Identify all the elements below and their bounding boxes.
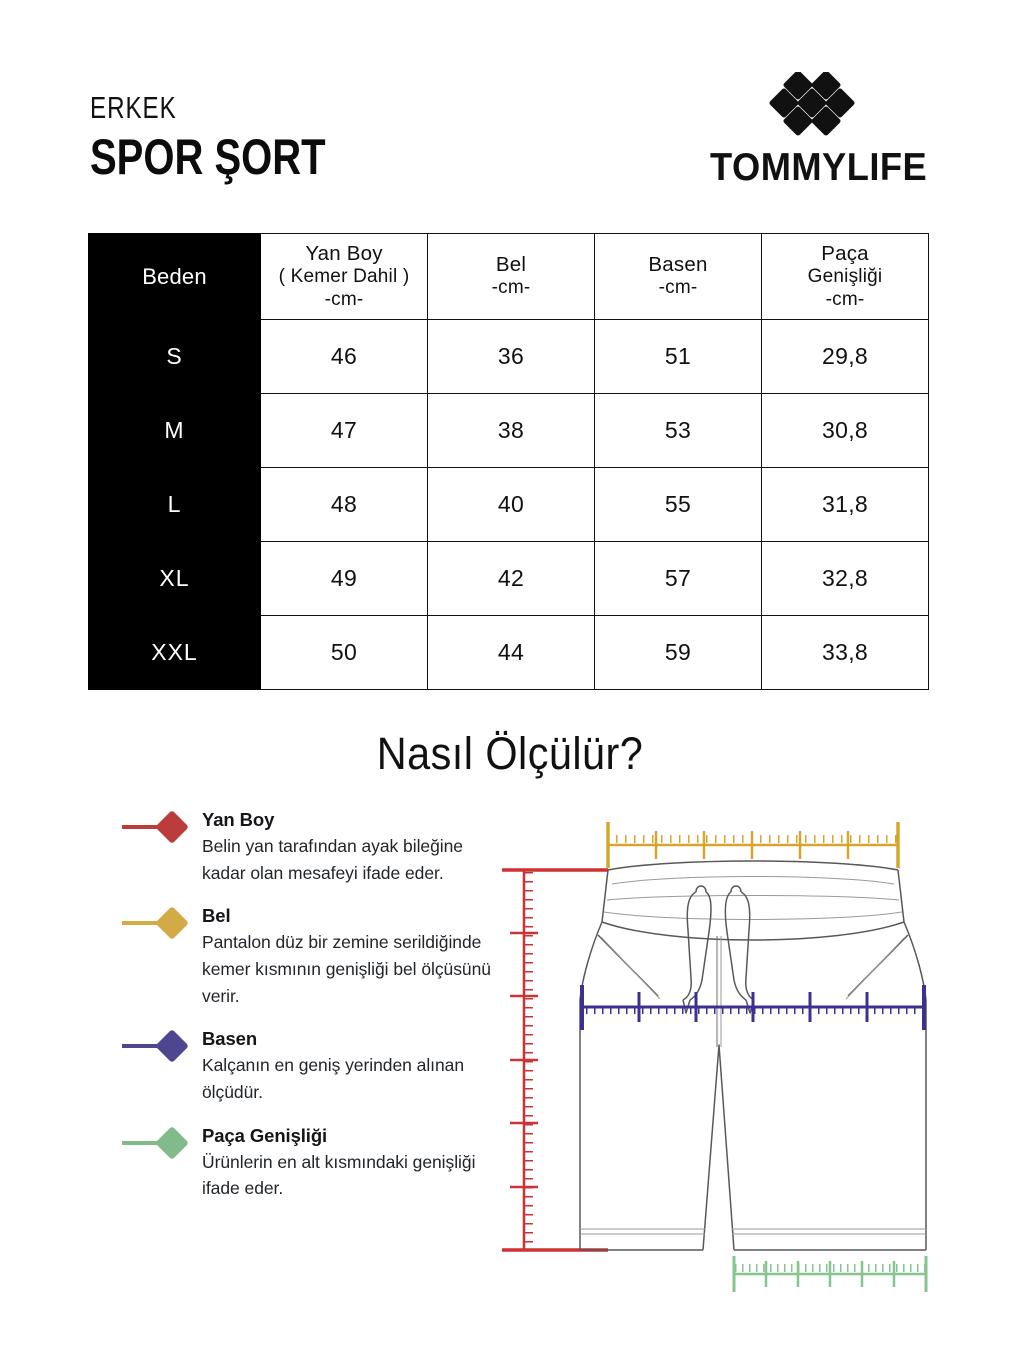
paca-genisligi-ruler [734, 1256, 926, 1292]
legend-name: Yan Boy [202, 809, 275, 830]
legend-item-paca-genisligi [122, 1124, 492, 1202]
cell-size: S [89, 320, 261, 394]
table-body [89, 320, 929, 690]
cell-bel: 44 [428, 616, 595, 690]
cell-bel: 42 [428, 542, 595, 616]
legend-name: Paça Genişliği [202, 1124, 328, 1146]
cell-yan-boy: 47 [261, 394, 428, 468]
green-diamond-marker-icon [122, 1126, 192, 1160]
cell-size: L [89, 468, 261, 542]
table-header-paca-genisligi [762, 234, 929, 320]
legend-description: Kalçanın en geniş yerinden alınan ölçüdür. [202, 1055, 465, 1102]
gold-diamond-marker-icon [122, 906, 192, 940]
size-table [88, 233, 929, 690]
cell-bel: 36 [428, 320, 595, 394]
header-line-1: Basen [648, 253, 708, 277]
purple-diamond-marker-icon [122, 1029, 192, 1063]
legend-name: Basen [202, 1028, 258, 1050]
cell-yan-boy: 46 [261, 320, 428, 394]
table-header-yan-boy [261, 234, 428, 320]
cell-size: XL [89, 542, 261, 616]
legend-description: Pantalon düz bir zemine serildiğinde kemer kısmının genişliği bel ölçüsünü verir. [202, 932, 491, 1006]
cell-paca: 29,8 [762, 320, 929, 394]
table-header-bel [428, 234, 595, 320]
cell-paca: 30,8 [762, 394, 929, 468]
brand-wordmark: TOMMYLIFE [710, 146, 928, 189]
basen-ruler [582, 985, 924, 1030]
cell-basen: 59 [595, 616, 762, 690]
cell-basen: 53 [595, 394, 762, 468]
cell-yan-boy: 49 [261, 542, 428, 616]
category-kicker: ERKEK [90, 90, 177, 125]
cell-paca: 32,8 [762, 542, 929, 616]
header-line-3: -cm- [658, 277, 698, 299]
header-line-2: ( Kemer Dahil ) [278, 266, 410, 288]
cell-paca: 33,8 [762, 616, 929, 690]
table-header-row [89, 234, 929, 320]
legend-description: Ürünlerin en alt kısmındaki genişliği ifade eder. [202, 1151, 476, 1199]
cell-yan-boy: 48 [261, 468, 428, 542]
cell-basen: 57 [595, 542, 762, 616]
legend-item-basen [122, 1027, 492, 1105]
tommylife-diamonds-logo-icon [757, 72, 877, 140]
header-line-3: -cm- [491, 277, 531, 299]
header-line-1: Yan Boy [305, 242, 383, 265]
table-row [89, 616, 929, 690]
title-block [90, 92, 384, 184]
legend-name: Bel [202, 905, 231, 927]
cell-basen: 55 [595, 468, 762, 542]
cell-size: M [89, 394, 261, 468]
table-header-basen [595, 234, 762, 320]
legend-item-yan-boy [122, 808, 492, 886]
how-to-measure-title: Nasıl Ölçülür? [376, 728, 644, 779]
measurement-legend [122, 808, 492, 1202]
header-line-1: Bel [495, 253, 527, 277]
table-header-beden: Beden [89, 234, 261, 320]
shorts-technical-drawing [490, 800, 950, 1310]
red-diamond-marker-icon [122, 810, 192, 844]
legend-description: Belin yan tarafından ayak bileğine kadar olan mesafeyi ifade eder. [202, 836, 463, 883]
shorts-outline [580, 861, 926, 1250]
shorts-diagram [490, 800, 950, 1310]
table-row [89, 468, 929, 542]
cell-bel: 38 [428, 394, 595, 468]
legend-item-bel [122, 904, 492, 1009]
cell-yan-boy: 50 [261, 616, 428, 690]
brand-logo [702, 72, 932, 187]
table-row [89, 320, 929, 394]
table-row [89, 394, 929, 468]
table-row [89, 542, 929, 616]
page-title: SPOR ŞORT [90, 129, 326, 185]
cell-bel: 40 [428, 468, 595, 542]
cell-paca: 31,8 [762, 468, 929, 542]
yan-boy-ruler [502, 870, 608, 1250]
header-line-1: Paça [821, 242, 869, 265]
header-line-3: -cm- [324, 288, 364, 310]
cell-basen: 51 [595, 320, 762, 394]
page-header [0, 0, 1020, 220]
cell-size: XXL [89, 616, 261, 690]
header-line-2: Genişliği [807, 266, 883, 288]
header-line-3: -cm- [825, 288, 865, 310]
